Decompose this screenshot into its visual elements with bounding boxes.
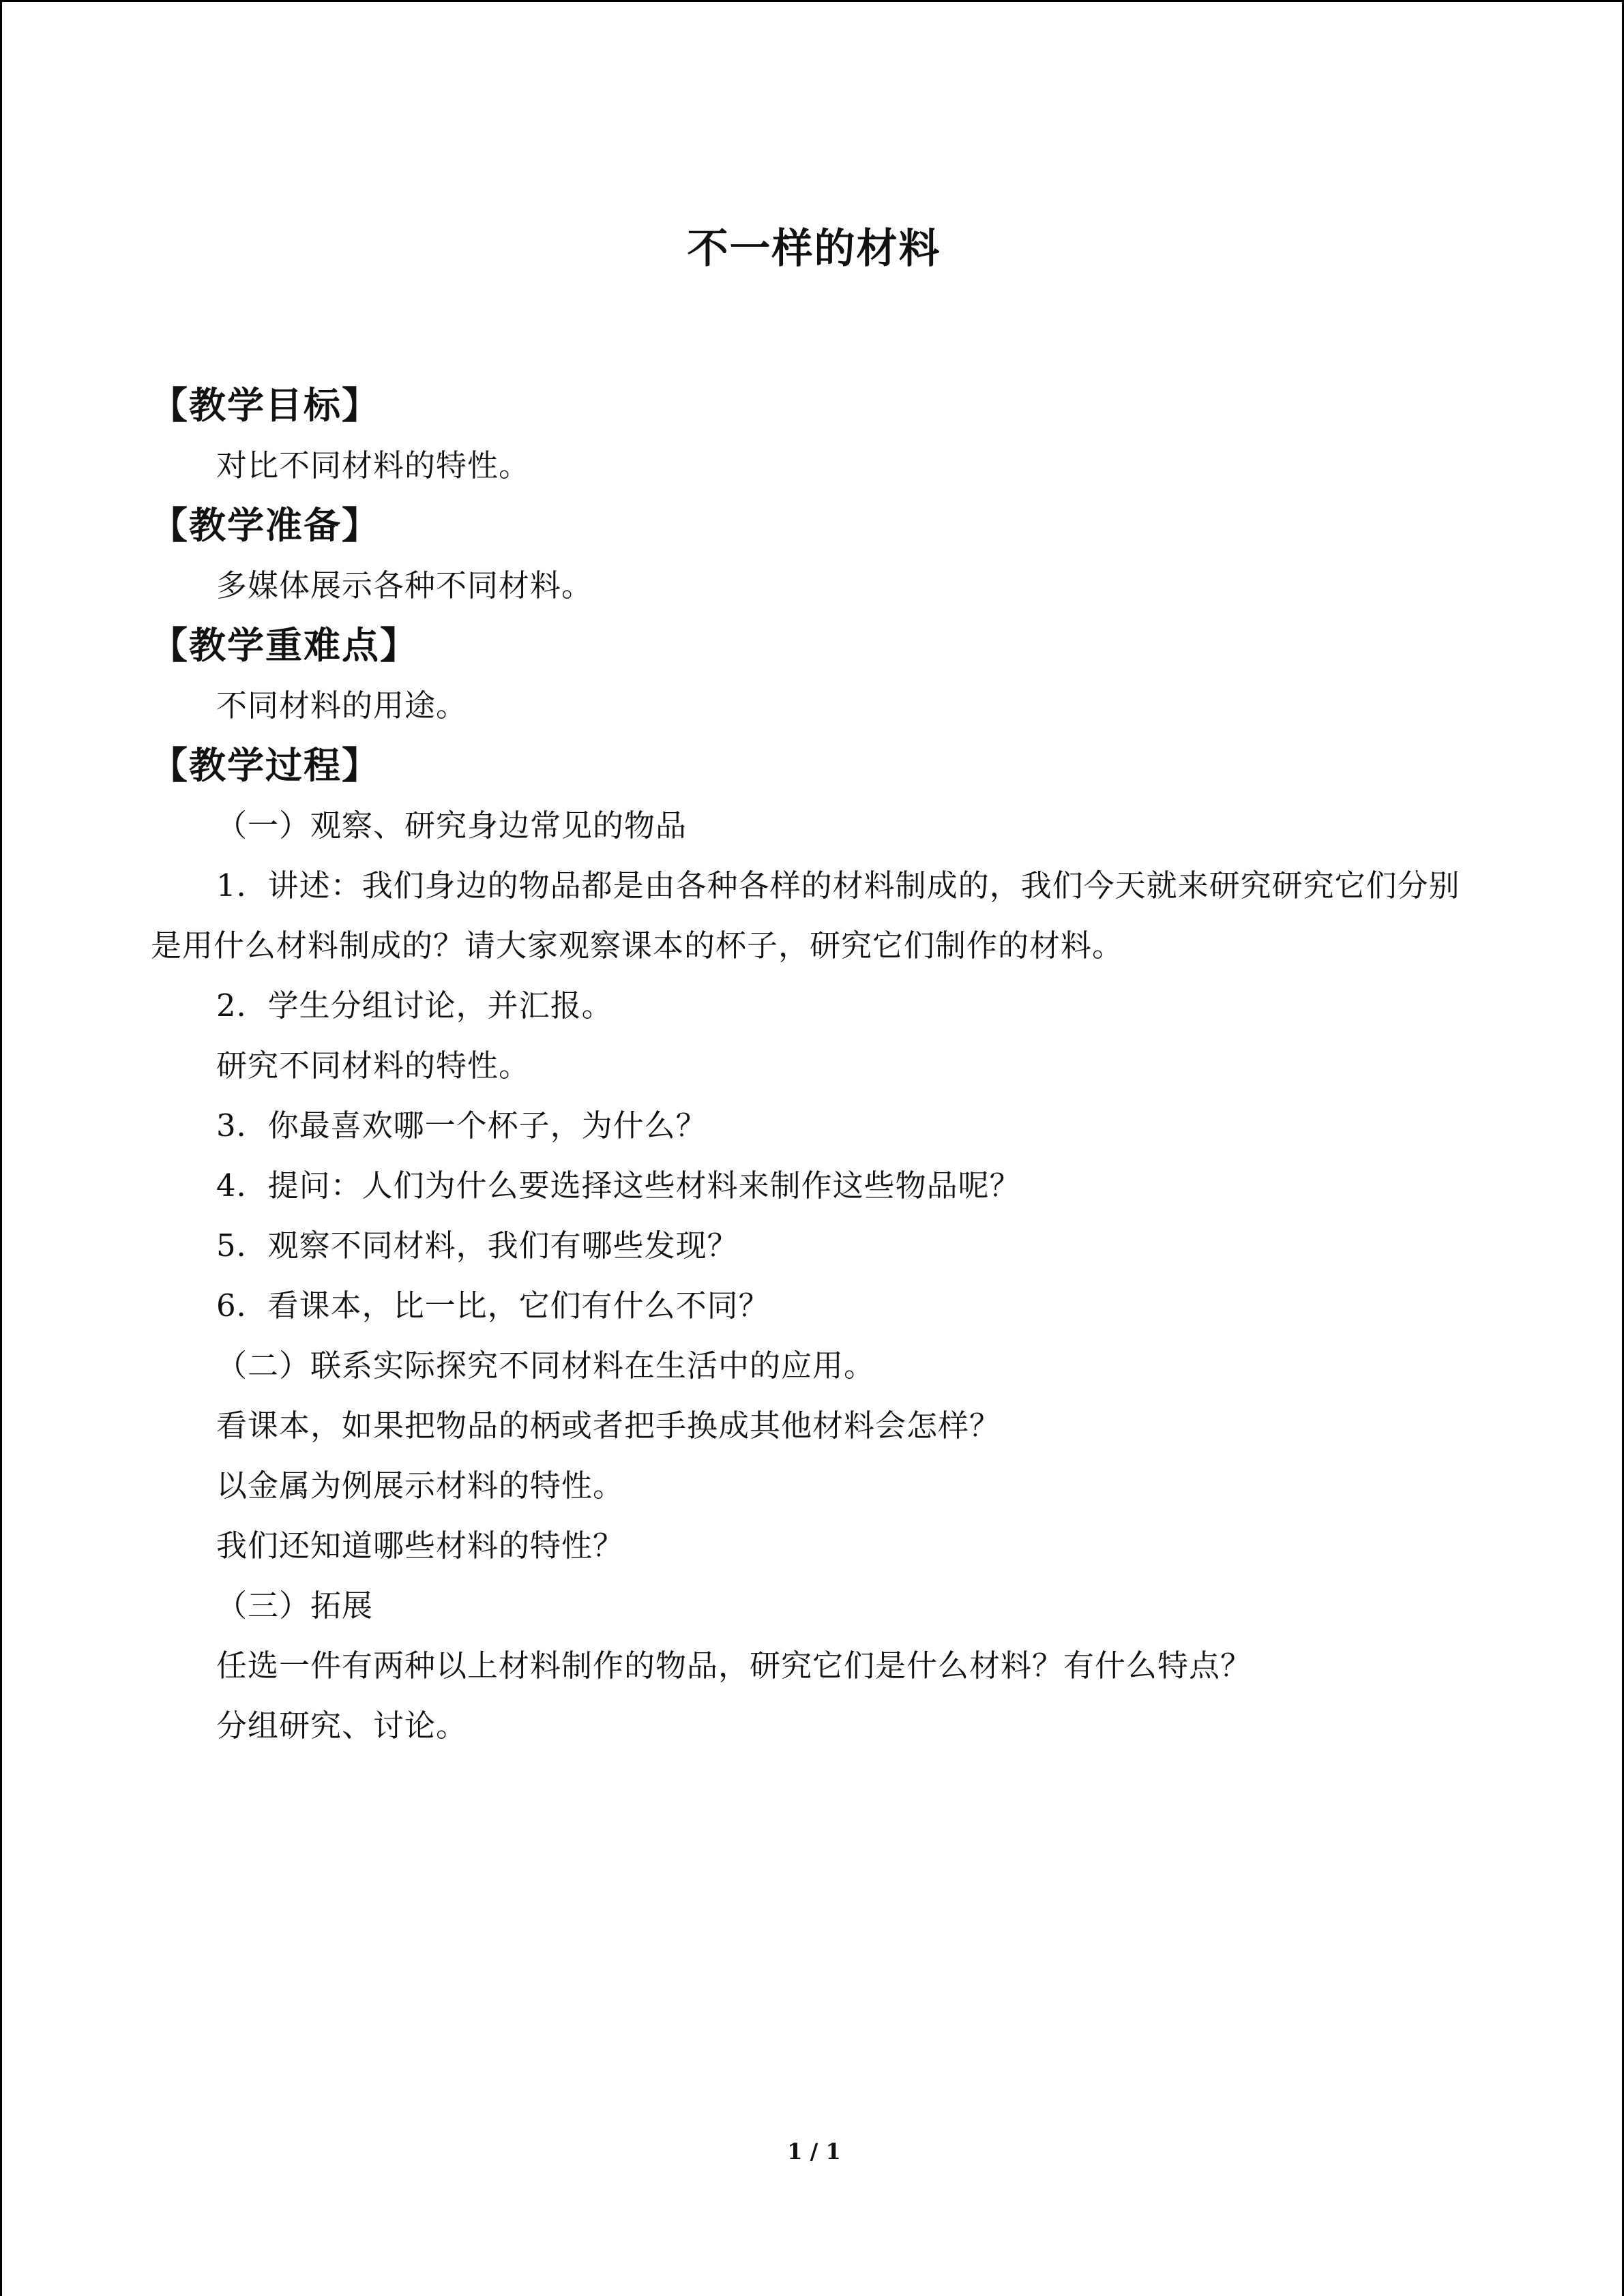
process-paragraph: 我们还知道哪些材料的特性？: [216, 1527, 625, 1564]
section-heading-preparation: 【教学准备】: [151, 504, 380, 547]
process-paragraph: 任选一件有两种以上材料制作的物品，研究它们是什么材料？有什么特点？: [216, 1648, 1252, 1684]
process-subheading-1: （一）观察、研究身边常见的物品: [216, 807, 688, 844]
document-body: [151, 376, 1477, 1756]
process-paragraph: 看课本，如果把物品的柄或者把手换成其他材料会怎样？: [216, 1407, 1001, 1444]
process-note: 研究不同材料的特性。: [216, 1047, 531, 1084]
process-step-2: 2．学生分组讨论，并汇报。: [216, 987, 613, 1024]
section-heading-key-points: 【教学重难点】: [151, 624, 418, 667]
section-heading-process: 【教学过程】: [151, 744, 380, 787]
section-heading-objectives: 【教学目标】: [151, 384, 380, 427]
process-step-4: 4．提问：人们为什么要选择这些材料来制作这些物品呢？: [216, 1167, 1021, 1204]
process-paragraph: 分组研究、讨论。: [216, 1708, 468, 1744]
preparation-paragraph: 多媒体展示各种不同材料。: [216, 567, 593, 603]
objectives-paragraph: 对比不同材料的特性。: [216, 447, 531, 483]
page-number: 1 / 1: [787, 2138, 841, 2164]
document-title: 不一样的材料: [687, 225, 941, 273]
process-step-3: 3．你最喜欢哪一个杯子，为什么？: [216, 1107, 707, 1144]
process-step-5: 5．观察不同材料，我们有哪些发现？: [216, 1227, 739, 1264]
key-points-paragraph: 不同材料的用途。: [216, 687, 468, 724]
process-step-1: 1．讲述：我们身边的物品都是由各种各样的材料制成的，我们今天就来研究研究它们分别是用什么材料制成的？请大家观察课本的杯子，研究它们制作的材料。: [151, 867, 1460, 964]
process-subheading-2: （二）联系实际探究不同材料在生活中的应用。: [216, 1347, 876, 1384]
process-step-6: 6．看课本，比一比，它们有什么不同？: [216, 1287, 770, 1324]
process-subheading-3: （三）拓展: [216, 1587, 374, 1624]
process-paragraph: 以金属为例展示材料的特性。: [216, 1467, 625, 1504]
